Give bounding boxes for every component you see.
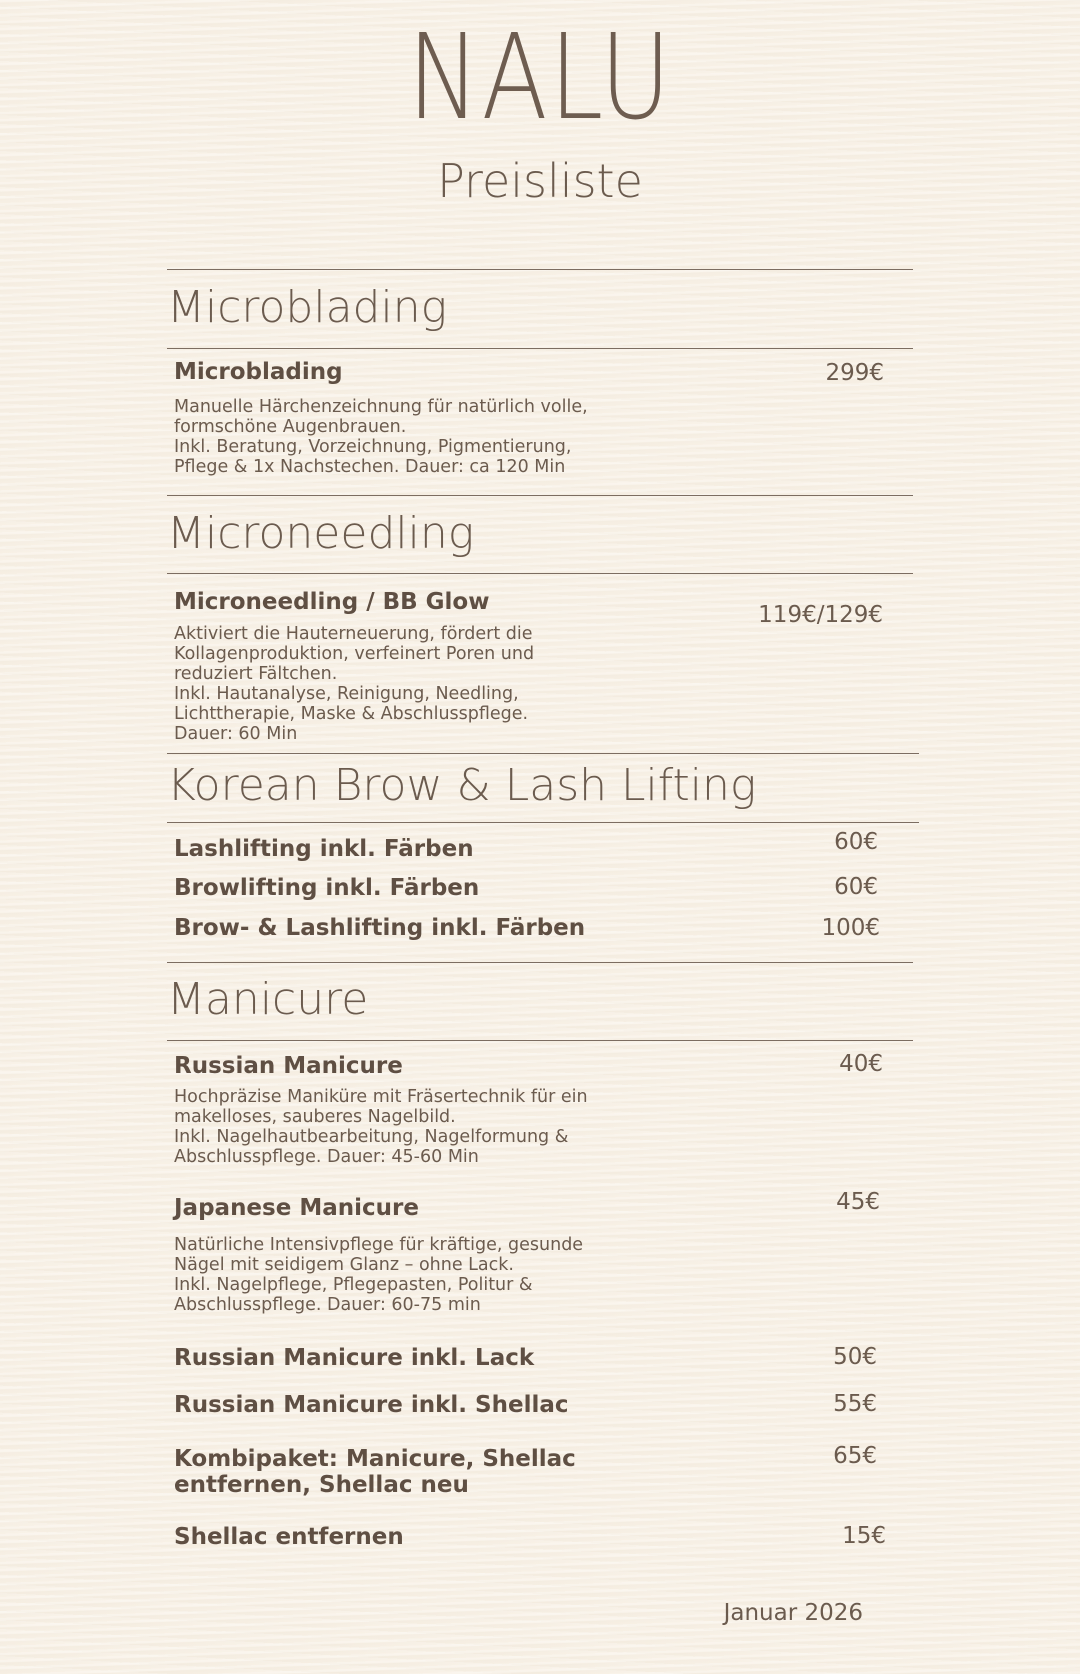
divider: [167, 822, 919, 823]
divider: [167, 753, 919, 754]
divider: [167, 269, 913, 270]
divider: [167, 495, 913, 496]
item-description: Manuelle Härchenzeichnung für natürlich volle, formschöne Augenbrauen. Inkl. Beratung, Vorzeichnung, Pigmentierung, Pflege & 1x Nachstechen. Dauer: ca 120 Min: [174, 397, 588, 477]
item-price: 50€: [833, 1344, 877, 1370]
item-price: 60€: [834, 874, 878, 900]
item-name: Japanese Manicure: [174, 1195, 419, 1221]
section-title-microblading: Microblading: [167, 282, 447, 333]
item-name: Kombipaket: Manicure, Shellac entfernen, Shellac neu: [174, 1446, 576, 1498]
item-name: Russian Manicure inkl. Lack: [174, 1345, 535, 1371]
section-title-manicure: Manicure: [167, 974, 369, 1025]
item-name: Russian Manicure: [174, 1053, 403, 1079]
item-description: Aktiviert die Hauterneuerung, fördert die Kollagenproduktion, verfeinert Poren und reduziert Fältchen. Inkl. Hautanalyse, Reinigung, Needling, Lichttherapie, Maske & Abschlusspflege. Dauer: 60 Min: [174, 624, 535, 744]
footer-date: Januar 2026: [723, 1600, 863, 1626]
item-price: 40€: [839, 1051, 883, 1077]
item-description: Hochpräzise Maniküre mit Fräsertechnik für ein makelloses, sauberes Nagelbild. Inkl. Nagelhautbearbeitung, Nagelformung & Abschlusspflege. Dauer: 45-60 Min: [174, 1087, 588, 1167]
item-price: 299€: [825, 360, 884, 386]
item-name: Brow- & Lashlifting inkl. Färben: [174, 915, 586, 941]
item-price: 55€: [833, 1391, 877, 1417]
item-name: Browlifting inkl. Färben: [174, 875, 480, 901]
item-price: 45€: [836, 1189, 880, 1215]
item-price: 65€: [833, 1443, 877, 1469]
item-price: 15€: [842, 1523, 886, 1549]
divider: [167, 962, 913, 963]
item-price: 60€: [834, 829, 878, 855]
divider: [167, 348, 913, 349]
item-name: Microneedling / BB Glow: [174, 589, 490, 615]
item-name: Lashlifting inkl. Färben: [174, 836, 474, 862]
item-description: Natürliche Intensivpflege für kräftige, gesunde Nägel mit seidigem Glanz – ohne Lack. Inkl. Nagelpflege, Pflegepasten, Politur & Abschlusspflege. Dauer: 60-75 min: [174, 1235, 584, 1315]
brand-logo: NALU: [407, 8, 673, 146]
item-name: Microblading: [174, 359, 343, 385]
divider: [167, 573, 913, 574]
item-price: 119€/129€: [758, 602, 883, 628]
section-title-lifting: Korean Brow & Lash Lifting: [167, 760, 757, 811]
divider: [167, 1040, 913, 1041]
page-title: Preisliste: [437, 154, 643, 208]
item-name: Shellac entfernen: [174, 1524, 404, 1550]
section-title-microneedling: Microneedling: [167, 508, 475, 559]
item-name: Russian Manicure inkl. Shellac: [174, 1392, 569, 1418]
item-price: 100€: [821, 915, 880, 941]
